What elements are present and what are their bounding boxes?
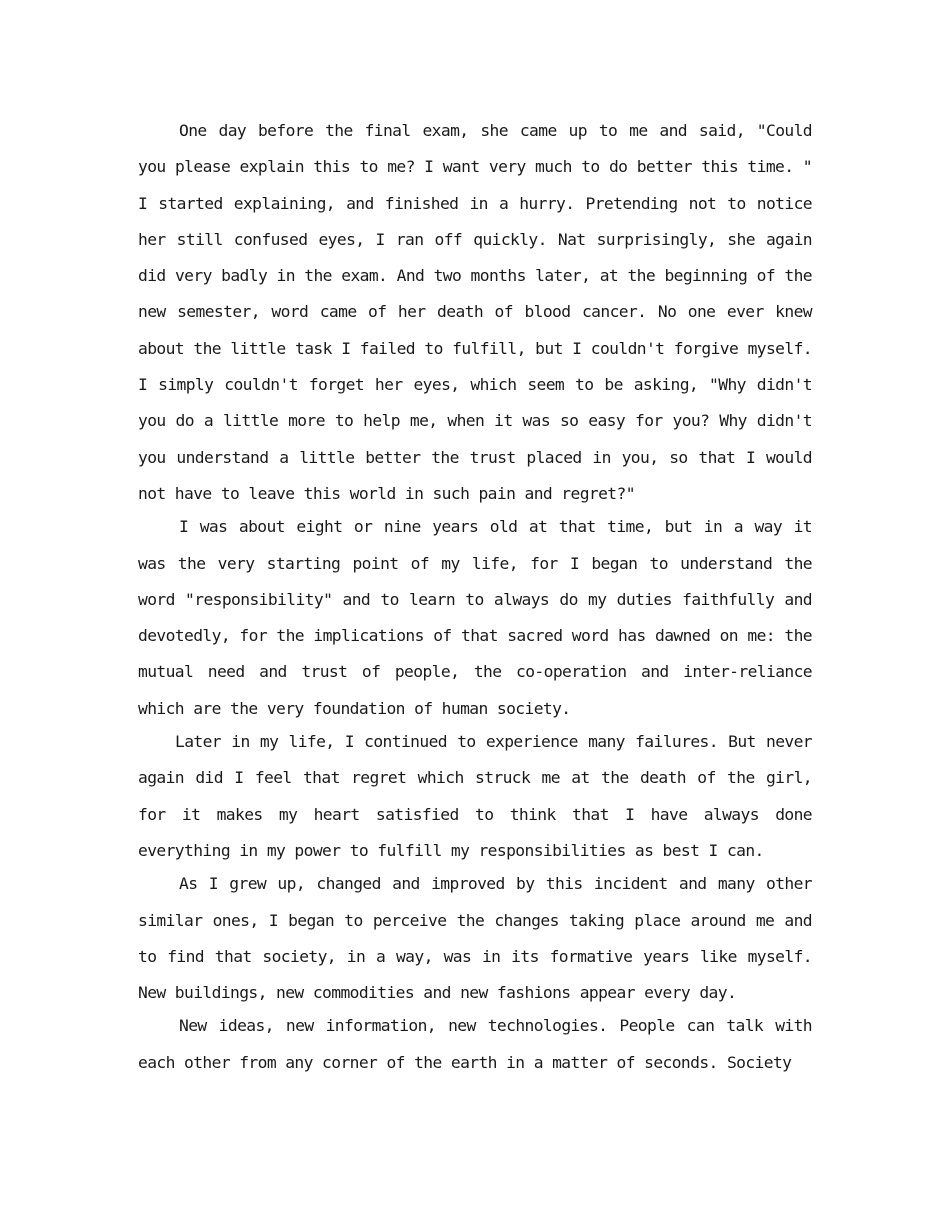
paragraph-grew-up: As I grew up, changed and improved by this incident and many other similar ones, I began to perceive the changes taking place around me and to find that society, in a way, was in its formative years like myself. New buildings, new commodities and new fashions appear every day. <box>138 874 812 1003</box>
paragraph-later-in-life: Later in my life, I continued to experience many failures. But never again did I feel that regret which struck me at the death of the girl, for it makes my heart satisfied to think that I have always done everything in my power to fulfill my responsibilities as best I can. <box>138 732 812 860</box>
paragraph-new-ideas: New ideas, new information, new technologies. People can talk with each other from any corner of the earth in a matter of seconds. Society <box>138 1016 812 1072</box>
paragraph-final-exam: One day before the final exam, she came up to me and said, "Could you please explain this to me? I want very much to do better this time. " I started explaining, and finished in a hurry. Pretending not to notice her still confused eyes, I ran off quickly. Nat surprisingly, she again did very badly in the exam. And two months later, at the beginning of the new semester, word came of her death of blood cancer. No one ever knew about the little task I failed to fulfill, but I couldn't forgive myself. I simply couldn't forget her eyes, which seem to be asking, "Why didn't you do a little more to help me, when it was so easy for you? Why didn't you understand a little better the trust placed in you, so that I would not have to leave this world in such pain and regret?" <box>138 121 812 503</box>
paragraph-responsibility: I was about eight or nine years old at that time, but in a way it was the very starting point of my life, for I began to understand the word "responsibility" and to learn to always do my duties faithfully and devotedly, for the implications of that sacred word has dawned on me: the mutual need and trust of people, the co-operation and inter-reliance which are the very foundation of human society. <box>138 517 812 718</box>
document-body <box>138 113 812 1078</box>
